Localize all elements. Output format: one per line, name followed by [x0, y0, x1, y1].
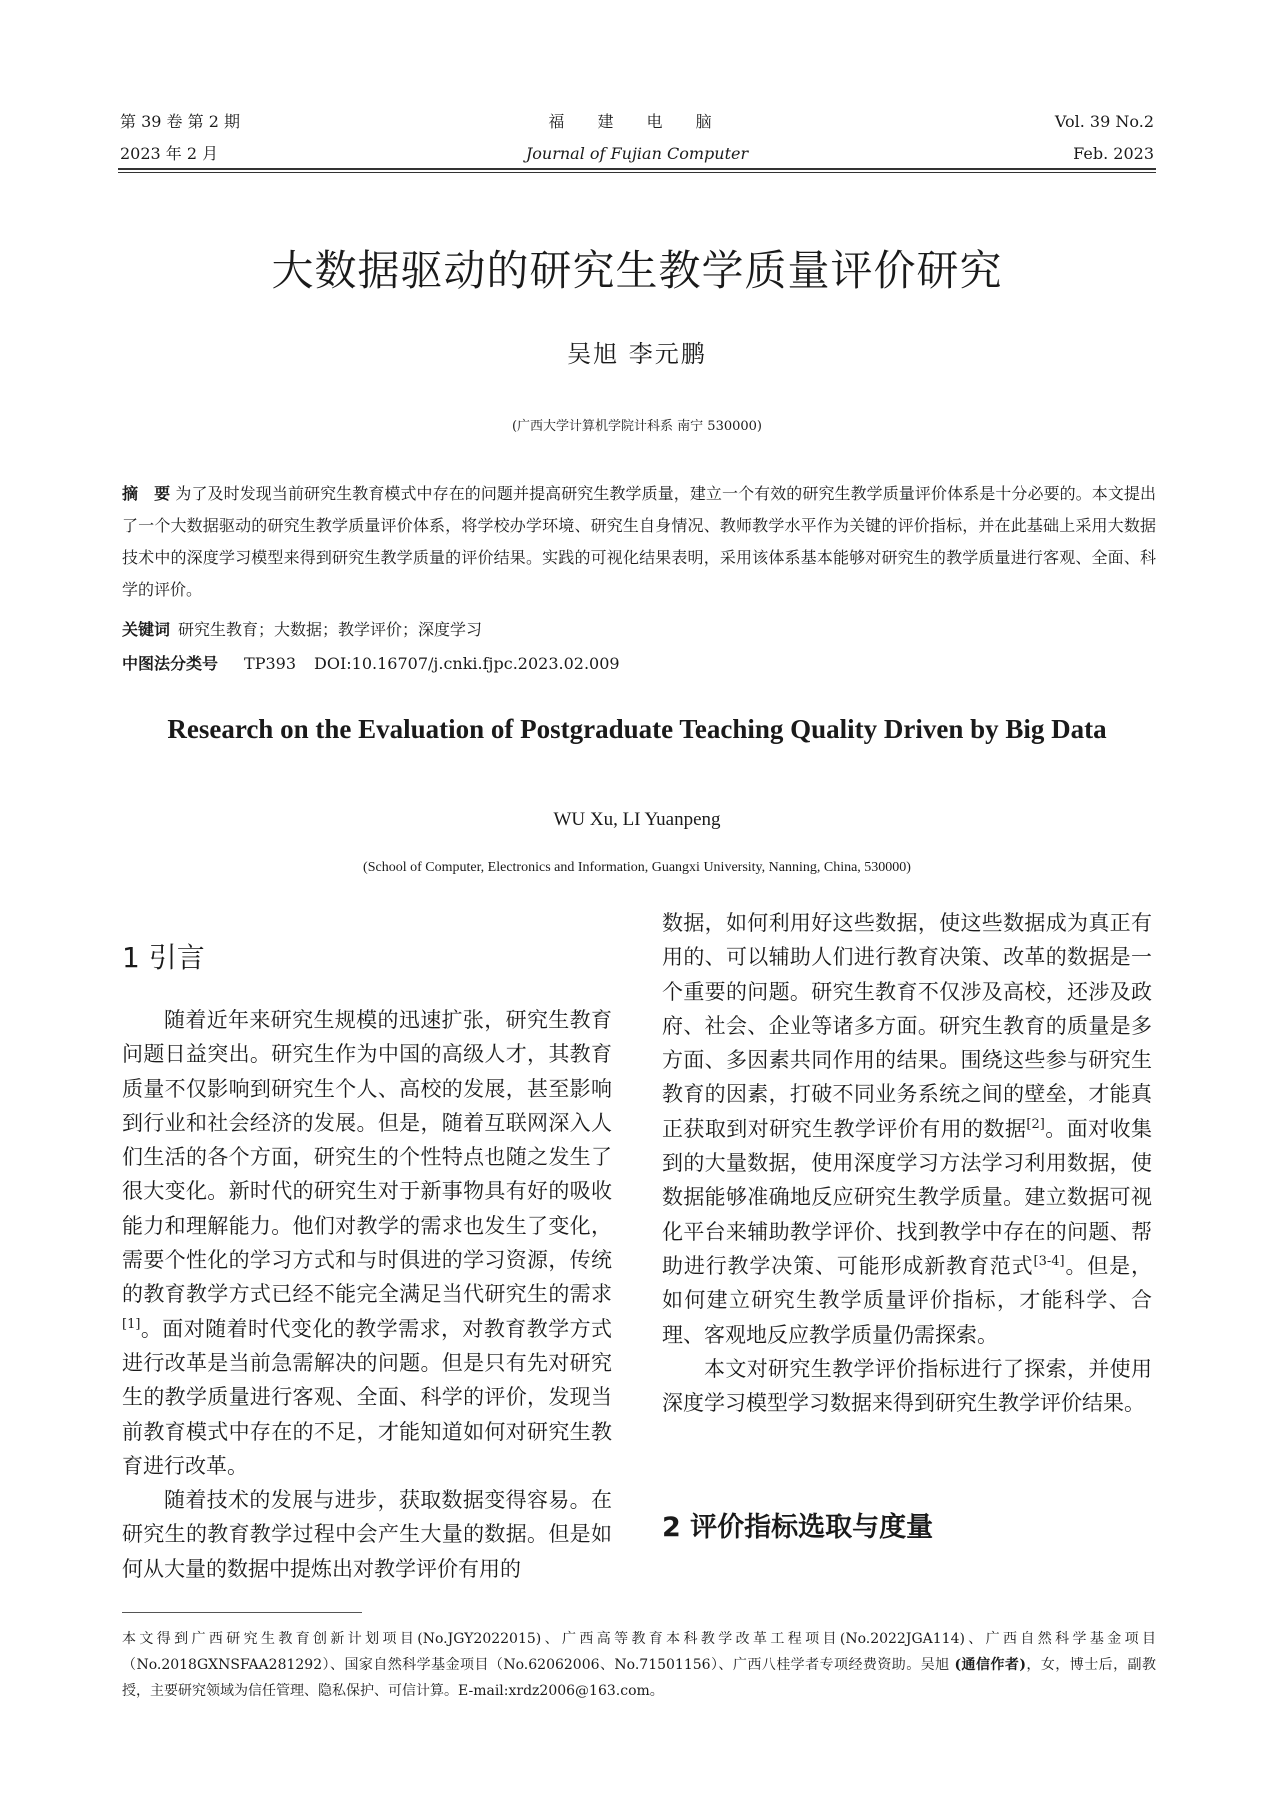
- keywords-text: 研究生教育；大数据；教学评价；深度学习: [178, 620, 483, 639]
- citation-ref: [3-4]: [1033, 1253, 1065, 1269]
- paragraph: 随着近年来研究生规模的迅速扩张，研究生教育问题日益突出。研究生作为中国的高级人才，其教育质量不仅影响到研究生个人、高校的发展，甚至影响到行业和社会经济的发展。但是，随着互联网深入人们生活的各个方面，研究生的个性特点也随之发生了很大变化。新时代的研究生对于新事物具有好的吸收能力和理解能力。他们对教学的需求也发生了变化，需要个性化的学习方式和与时俱进的学习资源，传统的教育教学方式已经不能完全满足当代研究生的需求[1]。面对随着时代变化的教学需求，对教育教学方式进行改革是当前急需解决的问题。但是只有先对研究生的教学质量进行客观、全面、科学的评价，发现当前教育模式中存在的不足，才能知道如何对研究生教育进行改革。: [122, 1008, 612, 1478]
- running-header-row-1: [120, 112, 1154, 132]
- header-rule-thick: [118, 168, 1156, 170]
- affiliation-en: (School of Computer, Electronics and Information, Guangxi University, Nanning, China, 530000): [363, 860, 911, 875]
- classification-label: 中图法分类号: [122, 654, 219, 673]
- keywords-label: 关键词: [122, 620, 171, 639]
- corresponding-author-mark: (通信作者): [954, 1657, 1026, 1673]
- affiliation-cn: (广西大学计算机学院计科系 南宁 530000): [511, 419, 763, 434]
- abstract-label: 摘 要: [122, 484, 171, 503]
- journal-name-cn: 福 建 电 脑: [548, 112, 726, 131]
- journal-name-en: Journal of Fujian Computer: [525, 144, 749, 163]
- header-rule-thin: [118, 172, 1156, 173]
- section-1-heading: 1 引言: [122, 941, 205, 974]
- body-column-left: [122, 1003, 612, 1586]
- date-cn: 2023 年 2 月: [120, 144, 219, 163]
- citation-ref: [2]: [1026, 1116, 1045, 1132]
- classification-code: TP393: [244, 654, 296, 673]
- keywords: [122, 618, 482, 642]
- classification: [122, 652, 620, 676]
- running-header-row-2: [120, 144, 1154, 164]
- paper-title-cn: 大数据驱动的研究生教学质量评价研究: [271, 246, 1003, 295]
- body-column-right: [662, 906, 1152, 1420]
- volume-issue-cn: 第 39 卷 第 2 期: [120, 112, 240, 131]
- authors-cn: 吴旭 李元鹏: [567, 340, 707, 368]
- abstract-text: 为了及时发现当前研究生教育模式中存在的问题并提高研究生教学质量，建立一个有效的研究生教学质量评价体系是十分必要的。本文提出了一个大数据驱动的研究生教学质量评价体系，将学校办学环境、研究生自身情况、教师教学水平作为关键的评价指标，并在此基础上采用大数据技术中的深度学习模型来得到研究生教学质量的评价结果。实践的可视化结果表明，采用该体系基本能够对研究生的教学质量进行客观、全面、科学的评价。: [122, 484, 1156, 599]
- date-en: Feb. 2023: [1073, 144, 1154, 163]
- paragraph: 本文对研究生教学评价指标进行了探索，并使用深度学习模型学习数据来得到研究生教学评价结果。: [662, 1356, 1152, 1416]
- paragraph-continued: 数据，如何利用好这些数据，使这些数据成为真正有用的、可以辅助人们进行教育决策、改革的数据是一个重要的问题。研究生教育不仅涉及高校，还涉及政府、社会、企业等诸多方面。研究生教育的质量是多方面、多因素共同作用的结果。围绕这些参与研究生教育的因素，打破不同业务系统之间的壁垒，才能真正获取到对研究生教学评价有用的数据[2]。面对收集到的大量数据，使用深度学习方法学习利用数据，使数据能够准确地反应研究生教学质量。建立数据可视化平台来辅助教学评价、找到教学中存在的问题、帮助进行教学决策、可能形成新教育范式[3-4]。但是，如何建立研究生教学质量评价指标，才能科学、合理、客观地反应教学质量仍需探索。: [662, 911, 1153, 1347]
- volume-issue-en: Vol. 39 No.2: [1054, 112, 1154, 131]
- citation-ref: [1]: [122, 1316, 141, 1332]
- footnote-rule: [122, 1612, 362, 1613]
- authors-en: WU Xu, LI Yuanpeng: [553, 809, 721, 830]
- paragraph: 随着技术的发展与进步，获取数据变得容易。在研究生的教育教学过程中会产生大量的数据。但是如何从大量的数据中提炼出对教学评价有用的: [122, 1488, 612, 1581]
- section-2-heading: 2 评价指标选取与度量: [662, 1512, 934, 1543]
- abstract: [122, 478, 1156, 606]
- paper-title-en: Research on the Evaluation of Postgraduate Teaching Quality Driven by Big Data: [167, 714, 1107, 744]
- footnote: 本文得到广西研究生教育创新计划项目(No.JGY2022015)、广西高等教育本科教学改革工程项目(No.2022JGA114)、广西自然科学基金项目（No.2018GXNSFAA281292）、国家自然科学基金项目（No.62062006、No.71501156）、广西八桂学者专项经费资助。吴旭 (通信作者)，女，博士后，副教授，主要研究领域为信任管理、隐私保护、可信计算。E-mail:xrdz2006@163.com。: [122, 1631, 1156, 1699]
- doi: DOI:10.16707/j.cnki.fjpc.2023.02.009: [314, 654, 620, 673]
